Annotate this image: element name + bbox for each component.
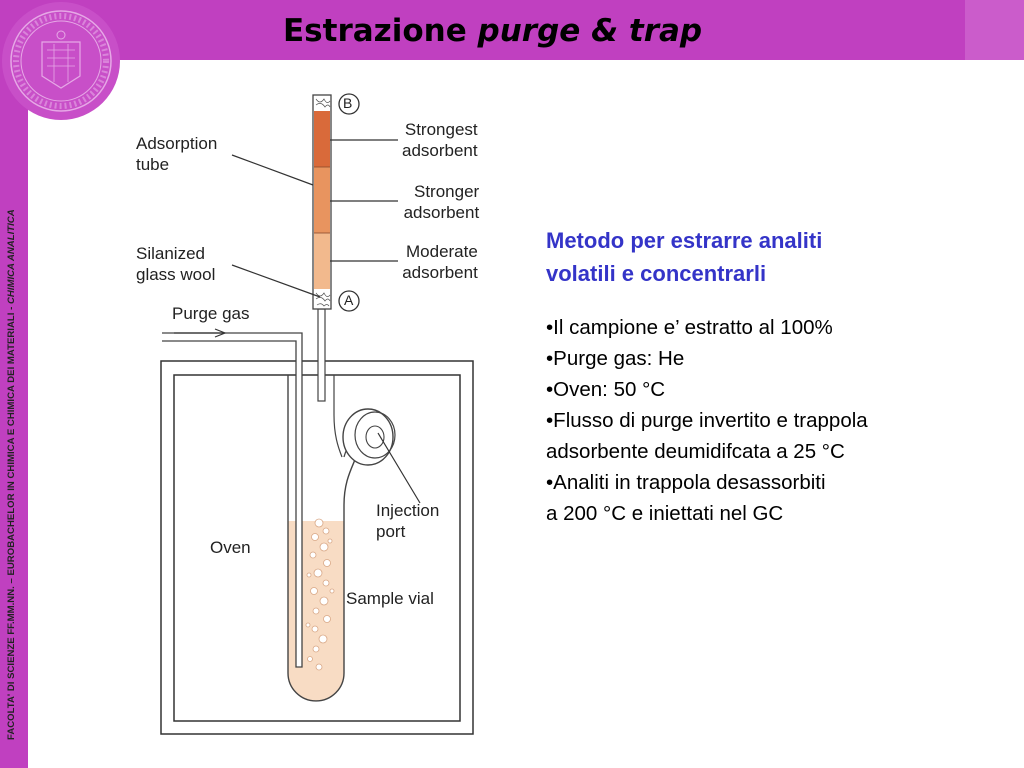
label-strongest-adsorbent: Strongest adsorbent — [402, 120, 478, 160]
section-heading: Metodo per estrarre analiti volatili e concentrarli — [546, 228, 823, 286]
page-title: Estrazione purge & trap — [283, 13, 703, 49]
list-item: a 200 °C e iniettati nel GC — [546, 502, 784, 525]
label-purge-gas: Purge gas — [172, 304, 250, 323]
strongest-layer — [314, 111, 330, 167]
sidebar-curve-decoration — [28, 60, 42, 768]
moderate-layer — [314, 233, 330, 289]
seal-icon — [2, 2, 120, 120]
label-stronger-adsorbent: Stronger adsorbent — [403, 182, 480, 222]
label-silanized-glass-wool: Silanized glass wool — [136, 244, 216, 284]
list-item: adsorbente deumidifcata a 25 °C — [546, 440, 845, 463]
list-item: •Il campione e’ estratto al 100% — [546, 316, 833, 339]
slide-content — [546, 224, 986, 529]
bullet-list — [546, 312, 986, 529]
marker-b-label: B — [343, 95, 353, 111]
list-item: •Purge gas: He — [546, 347, 685, 370]
label-injection-port: Injection port — [376, 501, 440, 541]
list-item: •Oven: 50 °C — [546, 378, 666, 401]
faculty-vertical-text: FACOLTA' DI SCIENZE FF.MM.NN. – EUROBACHELOR IN CHIMICA E CHIMICA DEI MATERIALI - CHIMICA ANALITICA — [6, 209, 17, 740]
label-moderate-adsorbent: Moderate adsorbent — [402, 242, 478, 282]
purge-gas-tube — [162, 333, 302, 667]
marker-a-label: A — [344, 292, 354, 308]
label-adsorption-tube: Adsorption tube — [136, 134, 218, 174]
label-oven: Oven — [210, 538, 251, 557]
outlet-tube — [318, 309, 325, 401]
header-tab-decoration — [965, 0, 1024, 60]
list-item: •Flusso di purge invertito e trappola — [546, 409, 868, 432]
stronger-layer — [314, 167, 330, 233]
label-sample-vial: Sample vial — [346, 589, 434, 608]
university-seal-logo — [2, 2, 120, 120]
list-item: •Analiti in trappola desassorbiti — [546, 471, 826, 494]
